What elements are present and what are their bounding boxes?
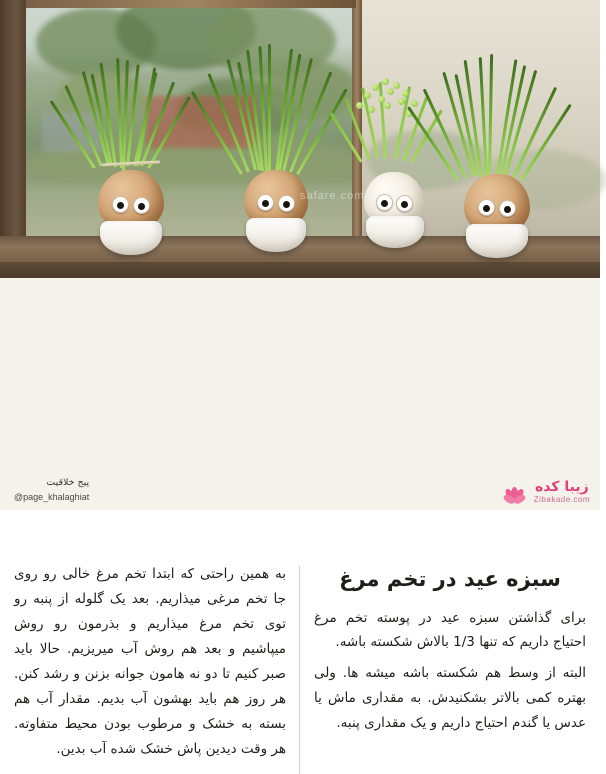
paragraph: البته از وسط هم شکسته باشه میشه ها. ولی بهتره کمی بالاتر بشکنیدش. به مقداری ماش یا عدس یا گندم احتیاج داریم و یک مقداری پنبه. bbox=[314, 665, 586, 732]
googly-eye-left bbox=[257, 194, 274, 211]
logo-name-en: Zibakade.com bbox=[533, 494, 590, 504]
googly-eye-right bbox=[278, 195, 295, 212]
window-sill-front bbox=[0, 262, 600, 278]
right-column bbox=[314, 562, 586, 742]
photo-panel bbox=[0, 0, 600, 278]
egg-head-1 bbox=[76, 58, 186, 248]
egg-head-2 bbox=[222, 44, 332, 249]
credit-handle: @page_khalaghiat bbox=[14, 491, 90, 502]
paragraph: به همین راحتی که ابتدا تخم مرغ خالی رو روی جا تخم مرغی میذاریم. بعد یک گلوله از پنبه رو توی تخم مرغ میذاریم و بذرمون رو روش میپاشیم و بعد هم روش آب میریزیم. حالا باید صبر کنیم تا دو نه هامون جوانه بزنن و رشد کنن. هر روز هم باید بهشون آب بدیم. مقدار آب هم بسته به خشک و مرطوب بودن محیط متفاوته. هر وقت دیدین پاش خشک شده آب بدین. bbox=[14, 566, 286, 757]
paragraph: برای گذاشتن سبزه عید در پوسته تخم مرغ احتیاج داریم که تنها 1/3 بالاش شکسته باشه. bbox=[314, 609, 586, 651]
logo-name-fa: زیبا کده bbox=[535, 478, 589, 495]
left-column bbox=[14, 562, 286, 768]
egg-cup bbox=[466, 224, 528, 258]
photo-watermark: safare.com bbox=[300, 190, 365, 202]
egg-head-4 bbox=[436, 54, 556, 254]
column-divider bbox=[299, 566, 300, 774]
page-title: سبزه عید در تخم مرغ bbox=[339, 567, 561, 591]
egg-cup bbox=[246, 218, 306, 252]
article-body-right bbox=[314, 606, 586, 737]
googly-eye-left bbox=[478, 199, 495, 216]
googly-eye-right bbox=[133, 197, 150, 214]
credit-block bbox=[14, 476, 89, 504]
credit-line: پیج خلاقیت bbox=[46, 477, 90, 489]
googly-eye-left bbox=[112, 196, 129, 213]
googly-eye-right bbox=[396, 195, 413, 212]
text-panel bbox=[0, 278, 600, 757]
googly-eye-left bbox=[376, 194, 393, 211]
egg-head-3 bbox=[340, 76, 450, 254]
logo-text bbox=[534, 479, 590, 504]
egg-cup bbox=[366, 216, 424, 248]
googly-eye-right bbox=[499, 200, 516, 217]
site-logo bbox=[502, 479, 590, 504]
window-header-frame bbox=[26, 0, 356, 8]
lotus-flower-icon bbox=[502, 480, 528, 502]
article-body-left bbox=[14, 562, 286, 762]
